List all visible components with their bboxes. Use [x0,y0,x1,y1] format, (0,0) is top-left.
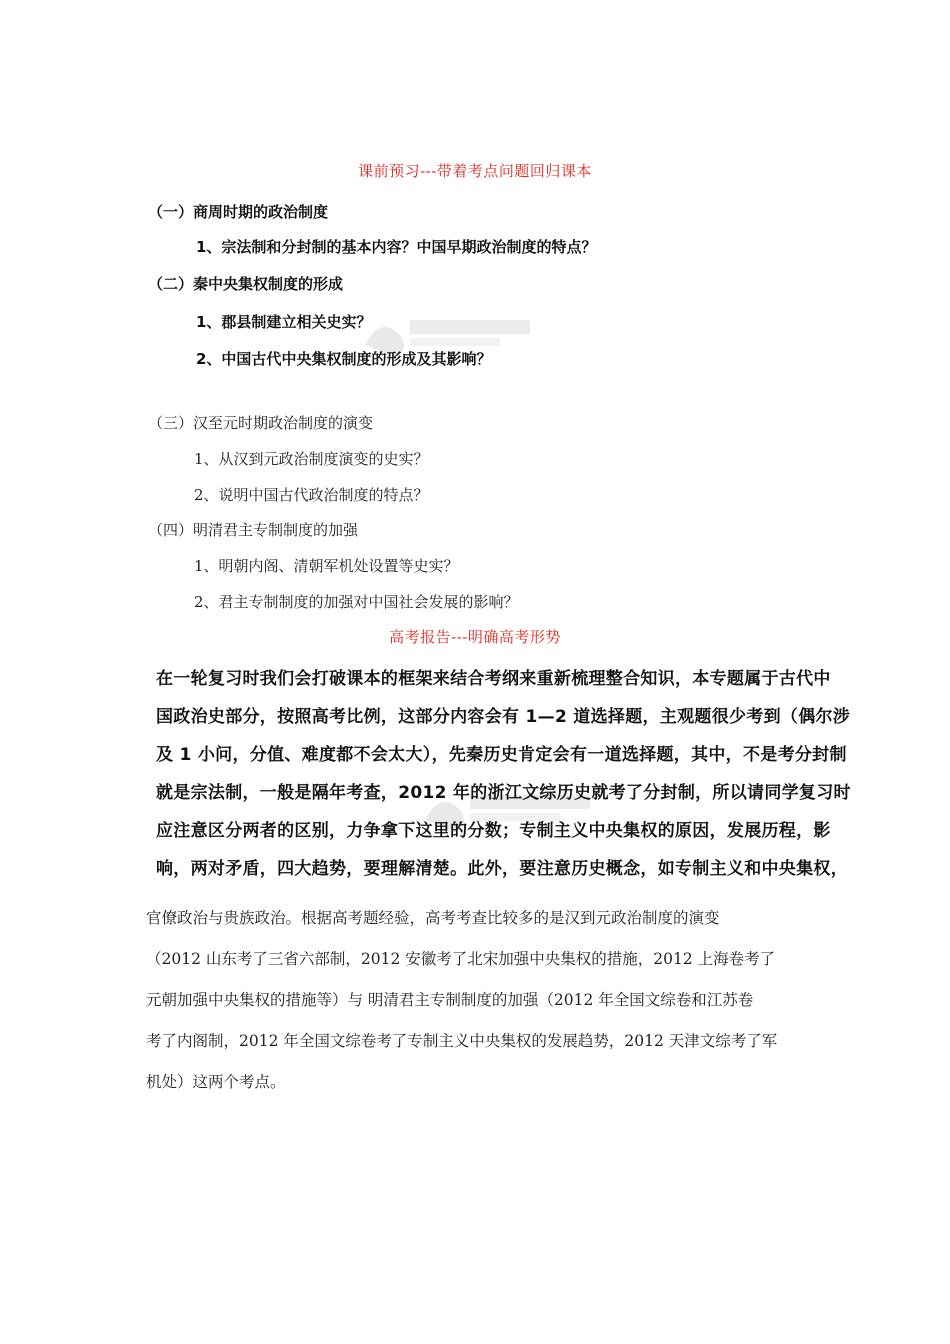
report-plain-line: 元朝加强中央集权的措施等）与 明清君主专制制度的加强（2012 年全国文综卷和江苏卷 [146,991,754,1009]
report-plain-line: 考了内阁制，2012 年全国文综卷考了专制主义中央集权的发展趋势，2012 天津文综考了军 [146,1032,778,1050]
section-2-title: （二）秦中央集权制度的形成 [148,275,344,293]
section-3-question-1: 1、从汉到元政治制度演变的史实？ [194,450,429,468]
section-4-question-1: 1、明朝内阁、清朝军机处设置等史实？ [194,557,459,575]
section-4-title: （四）明清君主专制制度的加强 [148,521,359,539]
section-4-question-2: 2、君主专制制度的加强对中国社会发展的影响？ [194,593,519,611]
report-bold-line: 国政治史部分，按照高考比例，这部分内容会有 1—2 道选择题，主观题很少考到（偶尔涉 [156,707,851,727]
section-2-question-1: 1、郡县制建立相关史实？ [196,313,372,331]
heading-preview: 课前预习---带着考点问题回归课本 [358,162,592,180]
section-1-title: （一）商周时期的政治制度 [148,203,329,221]
report-plain-line: 机处）这两个考点。 [146,1073,286,1091]
report-bold-line: 就是宗法制，一般是隔年考查，2012 年的浙江文综历史就考了分封制，所以请同学复习时 [156,783,851,803]
report-bold-line: 响，两对矛盾，四大趋势，要理解清楚。此外，要注意历史概念，如专制主义和中央集权， [156,859,848,879]
section-2-question-2: 2、中国古代中央集权制度的形成及其影响？ [196,350,492,368]
section-3-question-2: 2、说明中国古代政治制度的特点？ [194,486,429,504]
section-3-title: （三）汉至元时期政治制度的演变 [148,414,374,432]
report-bold-line: 应注意区分两者的区别，力争拿下这里的分数；专制主义中央集权的原因，发展历程，影 [156,821,831,841]
report-bold-line: 及 1 小问，分值、难度都不会太大），先秦历史肯定会有一道选择题，其中，不是考分封制 [156,745,847,765]
section-1-question-1: 1、宗法制和分封制的基本内容？中国早期政治制度的特点？ [196,238,597,256]
report-plain-line: 官僚政治与贵族政治。根据高考题经验，高考考查比较多的是汉到元政治制度的演变 [146,909,720,927]
heading-report: 高考报告---明确高考形势 [389,628,561,646]
report-bold-line: 在一轮复习时我们会打破课本的框架来结合考纲来重新梳理整合知识，本专题属于古代中 [156,669,831,689]
report-plain-line: （2012 山东考了三省六部制，2012 安徽考了北宋加强中央集权的措施，2012 上海卷考了 [146,950,776,968]
